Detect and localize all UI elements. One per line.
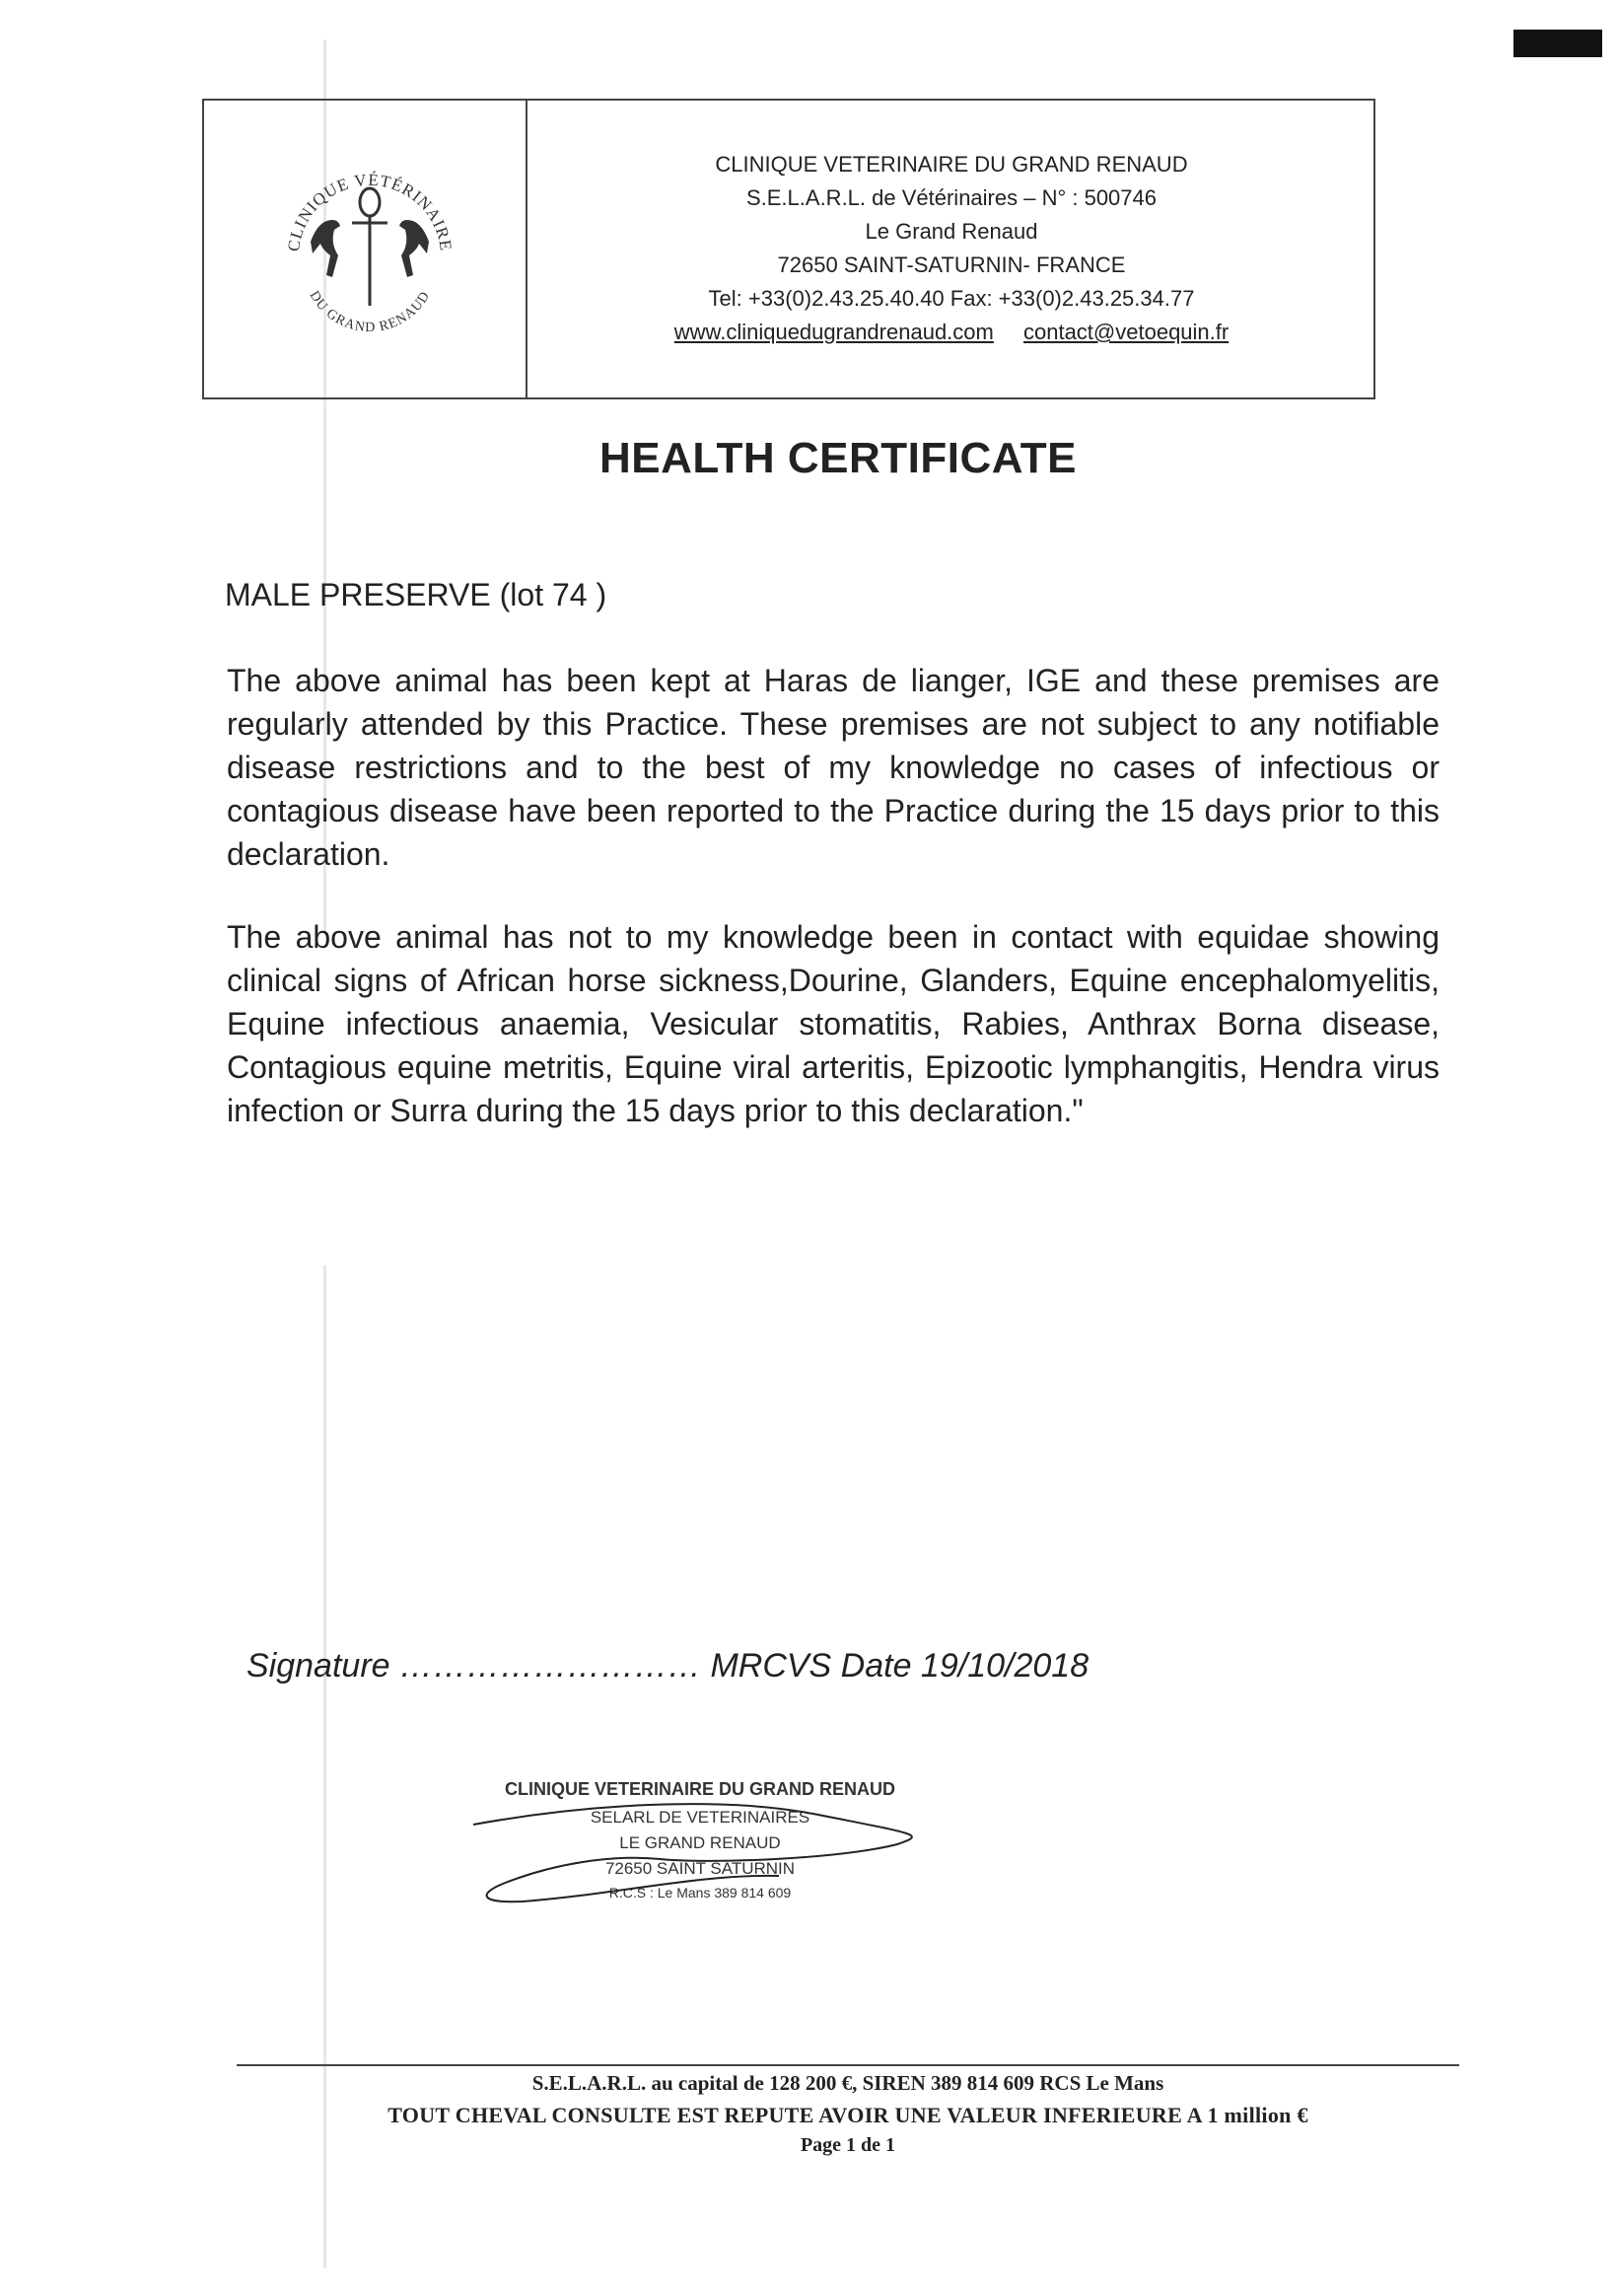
paragraph-premises: The above animal has been kept at Haras de lianger, IGE and these premises are regularly attended by this Practice. These premises are not subject to any notifiable disease restrictions and to the best of my knowledge no cases of infectious or contagious disease have been reported to the Practice during the 15 days prior to this declaration. xyxy=(227,663,1440,872)
horse-left-icon xyxy=(311,220,340,277)
address-line-1: Le Grand Renaud xyxy=(865,219,1038,244)
paragraph-contact: The above animal has not to my knowledge been in contact with equidae showing clinical signs of African horse sickness,Dourine, Glanders, Equine encephalomyelitis, Equine infectious anaemia, Vesicular stomatitis, Rabies, Anthrax Borna disease, Contagious equine metritis, Equine viral arteritis, Epizootic lymphangitis, Hendra virus infection or Surra during the 15 days prior to this declaration." xyxy=(227,919,1440,1128)
website-link[interactable]: www.cliniquedugrandrenaud.com xyxy=(673,320,994,344)
footer-capital: S.E.L.A.R.L. au capital de 128 200 €, SIREN 389 814 609 RCS Le Mans xyxy=(531,2071,1164,2095)
clinic-links xyxy=(552,316,1351,349)
document-title: HEALTH CERTIFICATE xyxy=(599,434,1077,482)
scan-artifact-bar xyxy=(1513,30,1602,57)
clinic-stamp xyxy=(463,1765,937,1933)
logo-text-top: CLINIQUE VÉTÉRINAIRE xyxy=(284,170,456,253)
clinic-name: CLINIQUE VETERINAIRE DU GRAND RENAUD xyxy=(715,152,1188,177)
clinic-logo xyxy=(271,148,468,355)
stamp-line-2: SELARL DE VETERINAIRES xyxy=(590,1808,810,1827)
footer-disclaimer: TOUT CHEVAL CONSULTE EST REPUTE AVOIR UNE VALEUR INFERIEURE A 1 million € xyxy=(387,2103,1308,2127)
stamp-line-1: CLINIQUE VETERINAIRE DU GRAND RENAUD xyxy=(504,1779,896,1799)
email-link[interactable]: contact@vetoequin.fr xyxy=(1022,320,1230,344)
address-line-2: 72650 SAINT-SATURNIN- FRANCE xyxy=(777,252,1126,277)
document-subject: MALE PRESERVE (lot 74 ) xyxy=(225,577,607,612)
stamp-line-4: 72650 SAINT SATURNIN xyxy=(604,1859,796,1878)
stamp-line-3: LE GRAND RENAUD xyxy=(619,1833,781,1852)
footer-rule xyxy=(237,2064,1459,2066)
ankh-icon xyxy=(352,188,387,306)
stamp-line-5: R.C.S : Le Mans 389 814 609 xyxy=(608,1885,792,1901)
logo-text-bottom: DU GRAND RENAUD xyxy=(306,288,434,336)
horse-right-icon xyxy=(399,220,429,277)
company-line: S.E.L.A.R.L. de Vétérinaires – N° : 500746 xyxy=(745,185,1158,210)
clinic-info xyxy=(552,148,1351,349)
footer-page-number: Page 1 de 1 xyxy=(800,2134,896,2156)
phone-fax: Tel: +33(0)2.43.25.40.40 Fax: +33(0)2.43.25.34.77 xyxy=(708,286,1195,311)
signature-line: Signature ……………………… MRCVS Date 19/10/2018 xyxy=(246,1647,1090,1685)
